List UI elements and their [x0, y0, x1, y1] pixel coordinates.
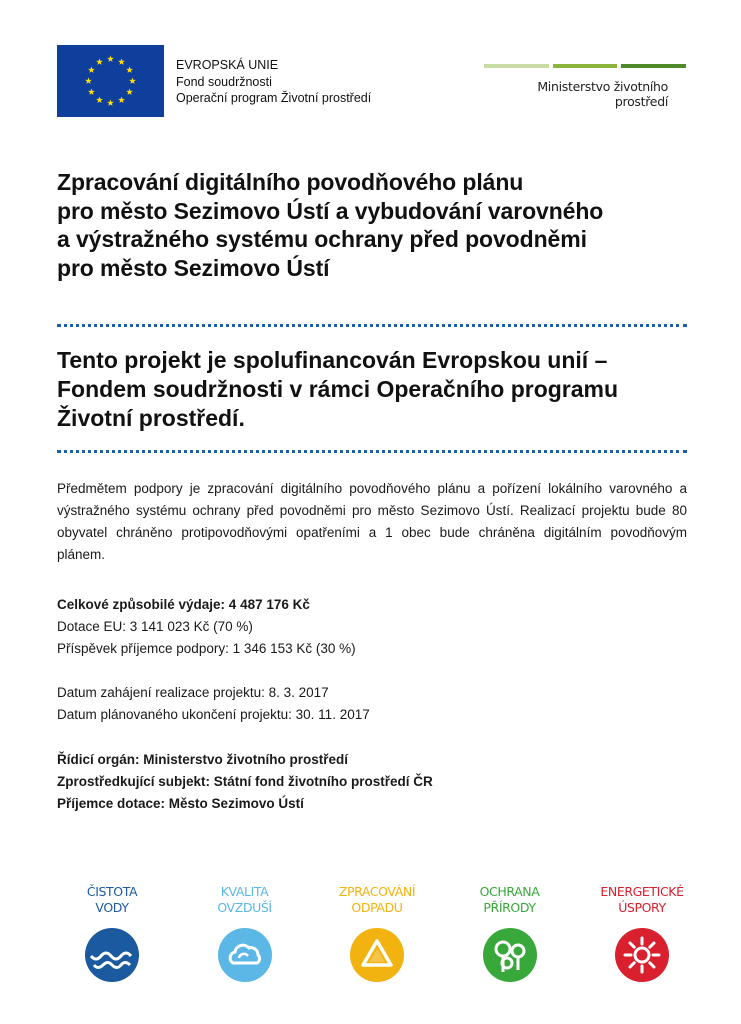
recycle-triangle-icon [350, 928, 404, 982]
cofinancing-statement [57, 346, 697, 433]
ministry-bar-mid [553, 64, 618, 68]
priority-air [190, 884, 300, 982]
end-date: Datum plánovaného ukončení projektu: 30. 11. 2017 [57, 707, 370, 722]
priority-label-line-2: OVZDUŠÍ [217, 900, 272, 915]
priority-waste [322, 884, 432, 982]
trees-icon [483, 928, 537, 982]
eu-star [88, 88, 95, 95]
total-expenses: Celkové způsobilé výdaje: 4 487 176 Kč [57, 597, 310, 612]
eu-text-block [176, 57, 371, 107]
water-waves-icon [85, 928, 139, 982]
dotted-divider-top [57, 324, 687, 327]
eu-star [107, 55, 114, 62]
priority-icons-row [57, 884, 697, 982]
eu-flag-logo [57, 45, 164, 117]
eu-star [129, 77, 136, 84]
eu-star [118, 58, 125, 65]
eu-line-3: Operační program Životní prostředí [176, 91, 372, 105]
ministry-bar-light [484, 64, 549, 68]
bodies-block [57, 749, 687, 815]
project-description: Předmětem podpory je zpracování digitálního povodňového plánu a pořízení lokálního varovného a výstražného systému ochrany před povodněmi pro město Sezimovo Ústí. Realizací projektu bude 80 obyvatel chráněno protipovodňovými opatřeními a 1 obec bude chráněna digitálním povodňovým plánem. [57, 481, 687, 562]
cloud-icon [218, 928, 272, 982]
subtitle-line-1: Tento projekt je spolufinancován Evropskou unií – [57, 347, 608, 373]
priority-label-line-2: ODPADU [351, 900, 403, 915]
priority-label-line-1: ČISTOTA [86, 884, 138, 899]
priority-label-line-1: OCHRANA [479, 884, 540, 899]
subtitle-line-3: Životní prostředí. [57, 405, 245, 431]
title-line-3: a výstražného systému ochrany před povodněmi [57, 226, 587, 252]
project-title [57, 168, 697, 282]
priority-label [87, 884, 137, 920]
priority-label [339, 884, 415, 920]
priority-label-line-2: VODY [95, 900, 129, 915]
eu-star [96, 58, 103, 65]
eu-line-1: EVROPSKÁ UNIE [176, 58, 279, 72]
intermediate-body: Zprostředkující subjekt: Státní fond životního prostředí ČR [57, 774, 433, 789]
priority-label-line-1: ZPRACOVÁNÍ [338, 884, 416, 899]
finance-block [57, 594, 687, 660]
priority-label [480, 884, 540, 920]
eu-star [126, 88, 133, 95]
title-line-1: Zpracování digitálního povodňového plánu [57, 169, 524, 195]
eu-star [126, 66, 133, 73]
priority-label-line-2: ÚSPORY [618, 900, 666, 915]
eu-star [118, 96, 125, 103]
eu-star [96, 96, 103, 103]
recipient-contribution: Příspěvek příjemce podpory: 1 346 153 Kč (30 %) [57, 641, 356, 656]
sun-icon [615, 928, 669, 982]
title-line-2: pro město Sezimovo Ústí a vybudování varovného [57, 197, 604, 224]
dotted-divider-bottom [57, 450, 687, 453]
eu-grant: Dotace EU: 3 141 023 Kč (70 %) [57, 619, 253, 634]
start-date: Datum zahájení realizace projektu: 8. 3. 2017 [57, 685, 329, 700]
priority-label-line-2: PŘÍRODY [483, 900, 536, 915]
ministry-logo [484, 64, 686, 109]
ministry-color-bars [484, 64, 686, 68]
priority-energy [587, 884, 697, 982]
priority-nature [455, 884, 565, 982]
managing-authority: Řídicí orgán: Ministerstvo životního prostředí [57, 752, 349, 767]
eu-star [107, 99, 114, 106]
eu-stars-icon [57, 45, 164, 117]
dates-block [57, 682, 687, 726]
title-line-4: pro město Sezimovo Ústí [57, 254, 330, 281]
priority-label [600, 884, 683, 920]
priority-label [217, 884, 271, 920]
priority-label-line-1: ENERGETICKÉ [600, 884, 684, 899]
grant-recipient: Příjemce dotace: Město Sezimovo Ústí [57, 796, 304, 811]
ministry-name: Ministerstvo životního prostředí [537, 79, 668, 109]
priority-label-line-1: KVALITA [220, 884, 269, 899]
eu-star [88, 66, 95, 73]
subtitle-line-2: Fondem soudržnosti v rámci Operačního programu [57, 376, 619, 402]
eu-line-2: Fond soudržnosti [176, 74, 272, 89]
priority-water [57, 884, 167, 982]
ministry-bar-dark [621, 64, 686, 68]
eu-star [85, 77, 92, 84]
